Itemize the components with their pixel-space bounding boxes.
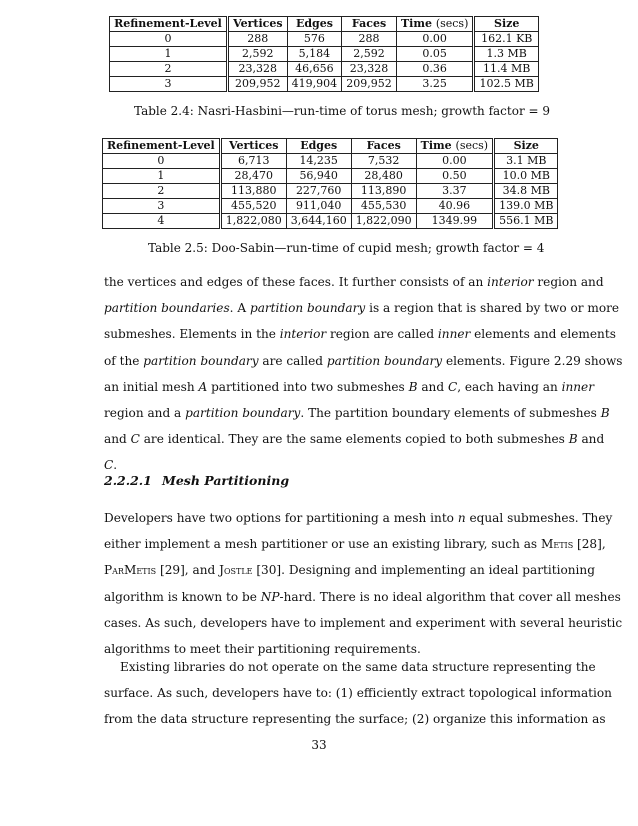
table-cell: 455,530 — [351, 199, 416, 214]
table-cell: 2 — [110, 62, 228, 77]
section-heading — [104, 473, 289, 488]
text-line — [104, 584, 621, 610]
text-run: are identical. They are the same elements copied to both submeshes — [139, 432, 569, 447]
text-run: -hard. There is no ideal algorithm that cover all meshes — [279, 589, 621, 604]
col-header-refinement-level: Refinement-Level — [110, 17, 228, 32]
text-run: [30]. Designing and implementing an ideal partitioning — [252, 563, 595, 578]
library-name: ParMetis — [104, 563, 157, 578]
table-cell: 102.5 MB — [474, 77, 539, 92]
text-run: partitioned into two submeshes — [207, 379, 409, 394]
table-cell: 2 — [103, 184, 221, 199]
col-header-vertices: Vertices — [228, 17, 288, 32]
library-name: Metis — [540, 537, 574, 552]
table-row — [103, 169, 558, 184]
col-header-faces: Faces — [342, 17, 397, 32]
text-run: and — [417, 379, 448, 394]
emphasis-term: inner — [437, 327, 471, 342]
citation: [28], — [573, 537, 606, 552]
text-run: algorithm is known to be — [104, 589, 261, 604]
table-cell: 113,880 — [220, 184, 286, 199]
table-row — [110, 77, 539, 92]
text-line: surface. As such, developers have to: (1) efficiently extract topological information — [104, 686, 612, 701]
math-symbol: A — [198, 379, 208, 394]
table-2-4-caption: Table 2.4: Nasri-Hasbini—run-time of torus mesh; growth factor = 9 — [134, 104, 550, 118]
table-2-4 — [109, 16, 539, 92]
table-cell: 227,760 — [286, 184, 351, 199]
text-run: and — [577, 432, 605, 447]
table-cell: 34.8 MB — [494, 184, 558, 199]
emphasis-term: partition boundaries — [104, 301, 230, 316]
table-cell: 209,952 — [228, 77, 288, 92]
math-symbol: C — [447, 379, 458, 394]
text-line — [104, 531, 606, 557]
text-run: . A — [229, 301, 250, 316]
col-header-time-label: Time — [400, 17, 432, 30]
table-row — [103, 214, 558, 229]
table-cell: 3.37 — [416, 184, 493, 199]
table-cell: 14,235 — [286, 154, 351, 169]
table-cell: 11.4 MB — [474, 62, 539, 77]
text-run: elements. Figure 2.29 shows — [442, 353, 623, 368]
page-number: 33 — [311, 738, 327, 752]
text-line — [104, 426, 605, 452]
col-header-size: Size — [494, 139, 558, 154]
text-run: an initial mesh — [104, 379, 199, 394]
section-number: 2.2.2.1 — [104, 473, 152, 488]
text-run: elements and elements — [470, 327, 616, 342]
table-cell: 0.50 — [416, 169, 493, 184]
table-cell: 113,890 — [351, 184, 416, 199]
text-run: Developers have two options for partitioning a mesh into — [104, 511, 458, 525]
table-cell: 911,040 — [286, 199, 351, 214]
table-cell: 3 — [110, 77, 228, 92]
table-cell: 1 — [110, 47, 228, 62]
text-line — [104, 269, 604, 295]
table-cell: 162.1 KB — [474, 32, 539, 47]
col-header-time — [396, 17, 474, 32]
emphasis-term: interior — [279, 327, 327, 342]
text-run: and — [104, 432, 131, 447]
emphasis-term: interior — [487, 275, 534, 289]
text-run: either implement a mesh partitioner or use an existing library, such as — [104, 537, 541, 552]
table-header-row — [103, 139, 558, 154]
paragraph-partition-boundaries — [104, 269, 623, 479]
table-cell: 40.96 — [416, 199, 493, 214]
col-header-vertices: Vertices — [220, 139, 286, 154]
table-cell: 0.00 — [396, 32, 474, 47]
text-line: cases. As such, developers have to implement and experiment with several heuristic — [104, 615, 623, 630]
emphasis-term: inner — [561, 379, 594, 394]
text-run: of the — [104, 353, 144, 368]
text-run: submeshes. Elements in the — [104, 327, 280, 342]
table-cell: 5,184 — [287, 47, 342, 62]
table-cell: 3.25 — [396, 77, 474, 92]
table-cell: 1,822,080 — [220, 214, 286, 229]
table-cell: 3.1 MB — [494, 154, 558, 169]
text-line — [104, 557, 595, 583]
table-cell: 2,592 — [342, 47, 397, 62]
text-line — [104, 348, 623, 374]
table-cell: 288 — [342, 32, 397, 47]
table-row — [103, 199, 558, 214]
text-line — [104, 505, 613, 531]
paragraph-existing-libraries — [104, 654, 612, 733]
col-header-faces: Faces — [351, 139, 416, 154]
table-cell: 0 — [110, 32, 228, 47]
emphasis-term: partition boundary — [326, 353, 443, 368]
table-cell: 556.1 MB — [494, 214, 558, 229]
table-cell: 0.05 — [396, 47, 474, 62]
table-row — [110, 32, 539, 47]
text-line — [104, 374, 594, 400]
col-header-size: Size — [474, 17, 539, 32]
table-cell: 3 — [103, 199, 221, 214]
text-line: algorithms to meet their partitioning requirements. — [104, 642, 421, 657]
math-symbol: B — [600, 406, 610, 421]
section-title: Mesh Partitioning — [162, 473, 290, 488]
table-cell: 419,904 — [287, 77, 342, 92]
table-cell: 0.36 — [396, 62, 474, 77]
paragraph-partitioning-options — [104, 505, 623, 662]
table-cell: 455,520 — [220, 199, 286, 214]
emphasis-term: partition boundary — [185, 406, 301, 421]
math-symbol: B — [408, 379, 418, 394]
table-cell: 2,592 — [228, 47, 288, 62]
table-cell: 56,940 — [286, 169, 351, 184]
table-row — [103, 184, 558, 199]
text-line — [104, 400, 610, 426]
col-header-edges: Edges — [287, 17, 342, 32]
col-header-time-unit: (secs) — [455, 139, 489, 152]
col-header-time-label: Time — [420, 139, 452, 152]
text-run: are called — [258, 353, 327, 368]
text-run: . The partition boundary elements of submeshes — [300, 406, 601, 421]
table-cell: 1349.99 — [416, 214, 493, 229]
text-run: region and — [533, 275, 604, 289]
math-symbol: C — [104, 458, 114, 473]
table-cell: 288 — [228, 32, 288, 47]
table-cell: 1.3 MB — [474, 47, 539, 62]
table-cell: 209,952 — [342, 77, 397, 92]
table-row — [110, 47, 539, 62]
table-cell: 28,470 — [220, 169, 286, 184]
text-run: region and a — [104, 406, 186, 421]
emphasis-term: partition boundary — [249, 301, 366, 316]
table-cell: 6,713 — [220, 154, 286, 169]
table-cell: 0.00 — [416, 154, 493, 169]
col-header-edges: Edges — [286, 139, 351, 154]
text-run: region are called — [326, 327, 438, 342]
table-cell: 139.0 MB — [494, 199, 558, 214]
col-header-time-unit: (secs) — [435, 17, 469, 30]
table-cell: 10.0 MB — [494, 169, 558, 184]
text-run: equal submeshes. They — [465, 511, 613, 525]
math-symbol: C — [130, 432, 140, 447]
text-line: Existing libraries do not operate on the same data structure representing the — [120, 660, 596, 674]
library-name: Jostle — [219, 563, 253, 578]
table-cell: 1,822,090 — [351, 214, 416, 229]
table-header-row — [110, 17, 539, 32]
text-line: from the data structure representing the surface; (2) organize this information as — [104, 712, 606, 727]
table-cell: 28,480 — [351, 169, 416, 184]
table-cell: 576 — [287, 32, 342, 47]
col-header-refinement-level: Refinement-Level — [103, 139, 221, 154]
text-run: [29], and — [156, 563, 220, 578]
table-cell: 1 — [103, 169, 221, 184]
col-header-time — [416, 139, 493, 154]
emphasis-term: partition boundary — [143, 353, 259, 368]
table-cell: 3,644,160 — [286, 214, 351, 229]
table-2-5-caption: Table 2.5: Doo-Sabin—run-time of cupid mesh; growth factor = 4 — [148, 241, 545, 255]
math-symbol: B — [568, 432, 578, 447]
emphasis-term: NP — [260, 589, 280, 604]
table-cell: 4 — [103, 214, 221, 229]
text-line — [104, 321, 616, 347]
table-cell: 46,656 — [287, 62, 342, 77]
math-symbol: n — [457, 511, 466, 525]
table-cell: 23,328 — [228, 62, 288, 77]
text-run: is a region that is shared by two or more — [365, 301, 620, 316]
table-row — [110, 62, 539, 77]
table-cell: 0 — [103, 154, 221, 169]
table-cell: 23,328 — [342, 62, 397, 77]
text-run: the vertices and edges of these faces. It further consists of an — [104, 275, 488, 289]
table-row — [103, 154, 558, 169]
text-run: . — [113, 458, 118, 473]
table-cell: 7,532 — [351, 154, 416, 169]
text-line — [104, 295, 620, 321]
text-run: , each having an — [457, 379, 562, 394]
table-2-5 — [102, 138, 558, 229]
